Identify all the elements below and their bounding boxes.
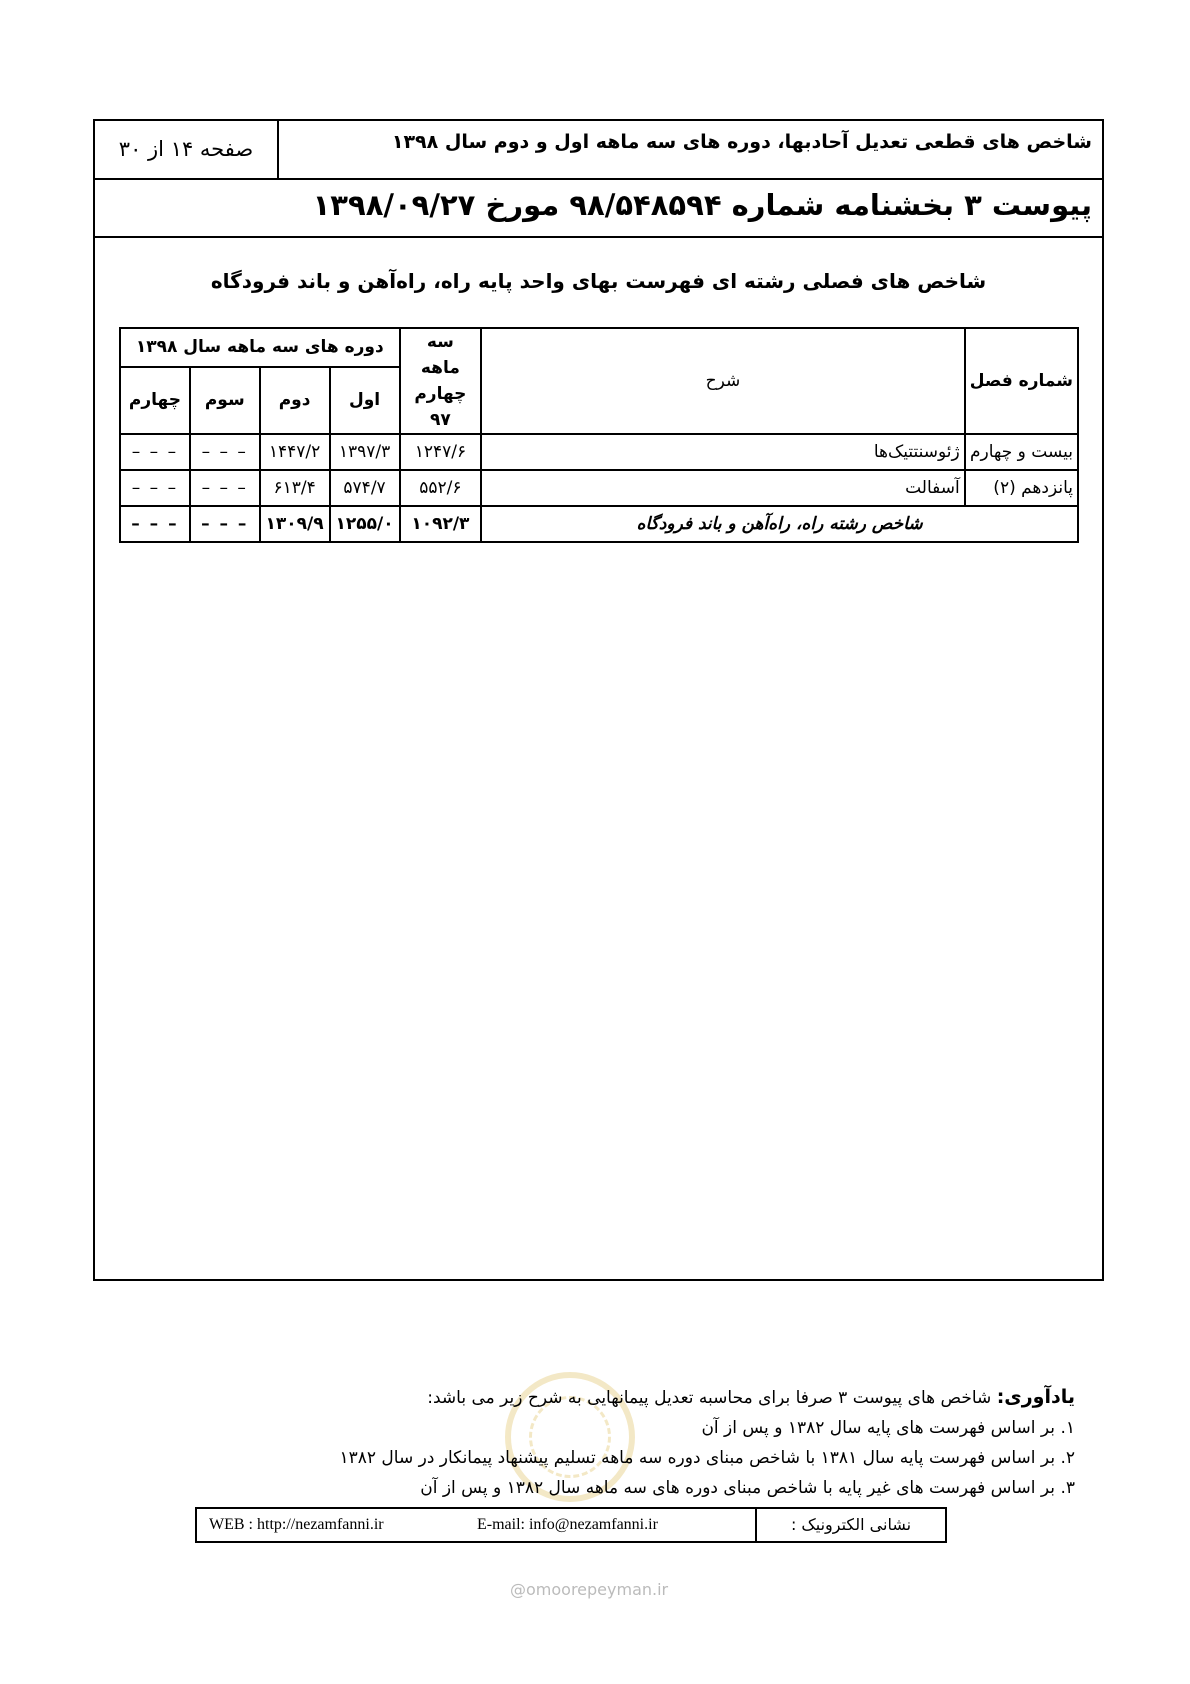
table-total-row	[120, 506, 1078, 542]
subtitle-row	[95, 180, 1102, 238]
notes-lead: یادآوری:	[996, 1386, 1075, 1408]
table-row	[120, 434, 1078, 470]
total-q2: ۱۳۰۹/۹	[260, 506, 330, 542]
cell-q1: ۱۳۹۷/۳	[330, 434, 400, 470]
document-title: شاخص های قطعی تعدیل آحادبها، دوره های سه ماهه اول و دوم سال ۱۳۹۸	[391, 131, 1092, 153]
cell-q4-97: ۵۵۲/۶	[400, 470, 482, 506]
header-description: شرح	[481, 328, 964, 434]
page-number: صفحه ۱۴ از ۳۰	[95, 121, 279, 178]
section-title: شاخص های فصلی رشته ای فهرست بهای واحد پایه راه، راه‌آهن و باند فرودگاه	[210, 269, 987, 293]
total-q4-97: ۱۰۹۲/۳	[400, 506, 482, 542]
header-group-1398: دوره های سه ماهه سال ۱۳۹۸	[120, 328, 400, 367]
note-item: ۱. بر اساس فهرست های پایه سال ۱۳۸۲ و پس از آن	[701, 1418, 1075, 1438]
cell-q2: ۶۱۳/۴	[260, 470, 330, 506]
table-header-row	[120, 328, 1078, 367]
cell-chapter: پانزدهم (۲)	[965, 470, 1078, 506]
total-q4: – – –	[120, 506, 190, 542]
cell-q2: ۱۴۴۷/۲	[260, 434, 330, 470]
table-row	[120, 470, 1078, 506]
header-q4-97: سه ماهه چهارم ۹۷	[400, 328, 482, 434]
circular-reference: پیوست ۳ بخشنامه شماره ۹۸/۵۴۸۵۹۴ مورخ ۱۳۹۸/۰۹/۲۷	[312, 188, 1092, 222]
cell-q3: – – –	[190, 470, 260, 506]
notes-intro-text: شاخص های پیوست ۳ صرفا برای محاسبه تعدیل پیمانهایی به شرح زیر می باشد:	[427, 1388, 997, 1408]
cell-q4: – – –	[120, 470, 190, 506]
note-item: ۲. بر اساس فهرست پایه سال ۱۳۸۱ با شاخص مبنای دوره سه ماهه تسلیم پیشنهاد پیمانکار در سال ۱۳۸۲	[339, 1448, 1075, 1468]
cell-chapter: بیست و چهارم	[965, 434, 1078, 470]
total-q3: – – –	[190, 506, 260, 542]
index-table	[119, 327, 1079, 543]
contact-web[interactable]: WEB : http://nezamfanni.ir	[209, 1516, 384, 1533]
contact-box	[195, 1507, 947, 1543]
notes-section	[75, 1382, 1075, 1503]
cell-description: ژئوسنتتیک‌ها	[481, 434, 964, 470]
page-frame	[93, 119, 1104, 1281]
cell-q1: ۵۷۴/۷	[330, 470, 400, 506]
total-q1: ۱۲۵۵/۰	[330, 506, 400, 542]
header-q1: اول	[330, 367, 400, 434]
total-label: شاخص رشته راه، راه‌آهن و باند فرودگاه	[481, 506, 1078, 542]
watermark-site: @omoorepeyman.ir	[510, 1580, 669, 1599]
cell-q4-97: ۱۲۴۷/۶	[400, 434, 482, 470]
note-item: ۳. بر اساس فهرست های غیر پایه با شاخص مبنای دوره های سه ماهه سال ۱۳۸۲ و پس از آن	[420, 1478, 1075, 1498]
notes-intro	[75, 1382, 1075, 1413]
header-row	[95, 121, 1102, 180]
header-q2: دوم	[260, 367, 330, 434]
header-q4: چهارم	[120, 367, 190, 434]
cell-q4: – – –	[120, 434, 190, 470]
header-chapter: شماره فصل	[965, 328, 1078, 434]
contact-email[interactable]: E-mail: info@nezamfanni.ir	[477, 1516, 658, 1533]
header-q3: سوم	[190, 367, 260, 434]
contact-label: نشانی الکترونیک :	[755, 1509, 945, 1541]
cell-q3: – – –	[190, 434, 260, 470]
cell-description: آسفالت	[481, 470, 964, 506]
